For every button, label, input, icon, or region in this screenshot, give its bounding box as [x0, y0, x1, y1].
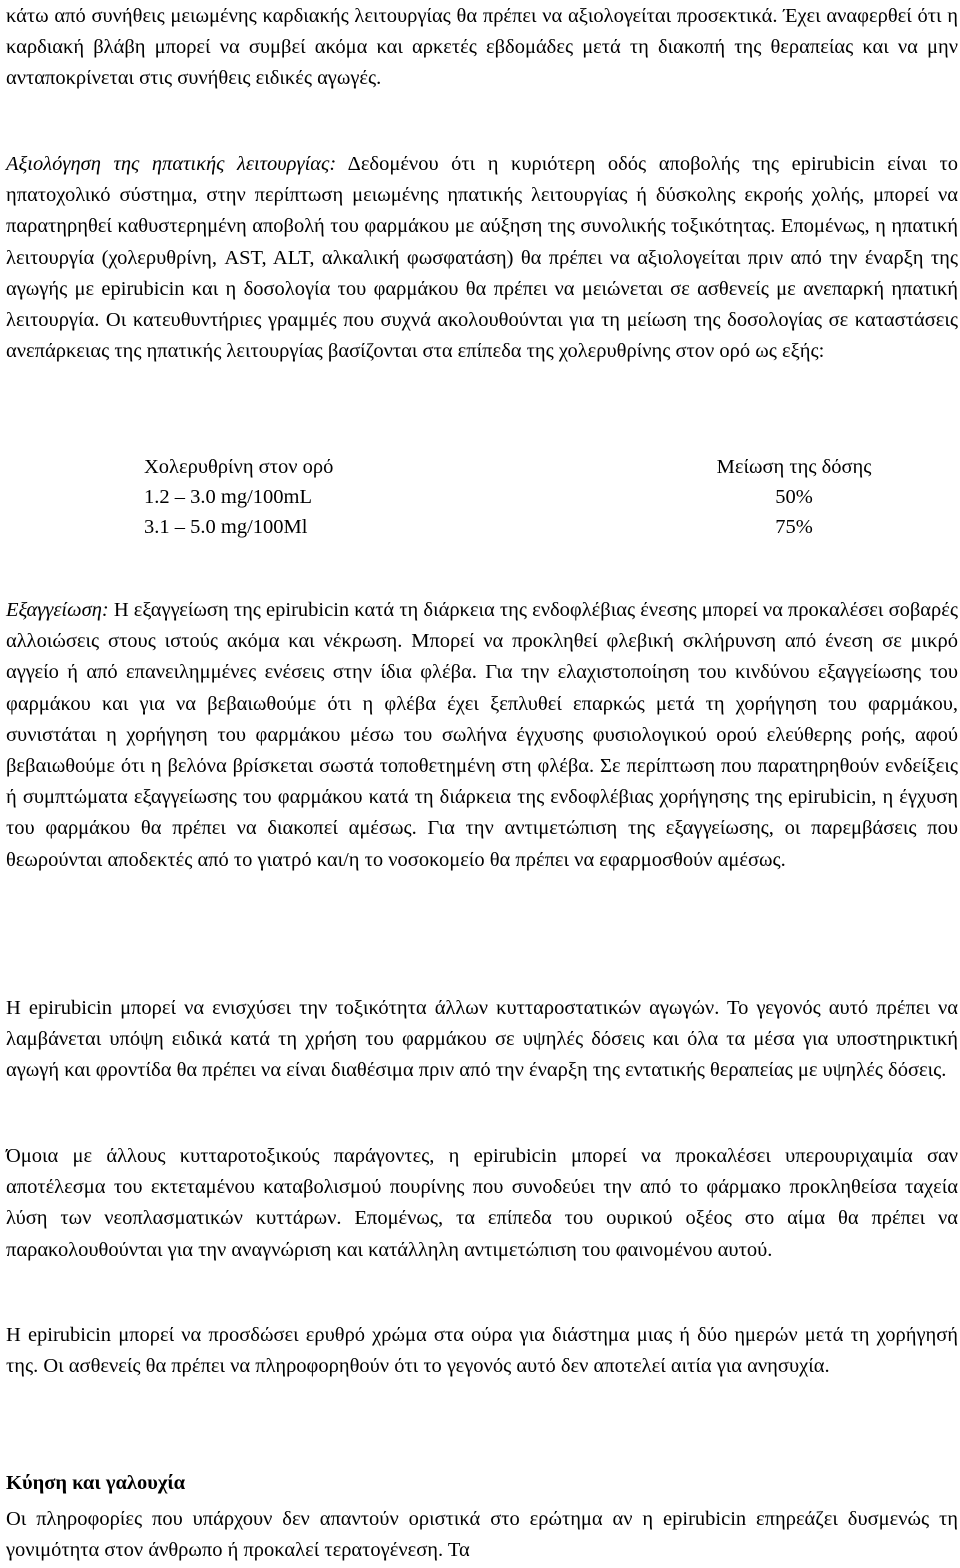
extravasation-text: Η εξαγγείωση της epirubicin κατά τη διάρκεια της ενδοφλέβιας ένεσης μπορεί να προκαλέσει σοβαρές αλλοιώσεις στους ιστούς ακόμα και νέκρωση. Μπορεί να προκληθεί φλεβική σκλήρυνση από ένεση σε μικρό αγγείο ή από επανειλημμένες ενέσεις στην ίδια φλέβα. Για την ελαχιστοποίηση του κινδύνου εξαγγείωσης του φαρμάκου και για να βεβαιωθούμε ότι η φλέβα έχει ξεπλυθεί επαρκώς μετά τη χορήγηση του φαρμάκου, συνιστάται η χορήγηση του φαρμάκου μέσω του σωλήνα έγχυσης φυσιολογικού ορού ελεύθερης ροής, αφού βεβαιωθούμε ότι η βελόνα βρίσκεται σωστά τοποθετημένη στη φλέβα. Σε περίπτωση που παρατηρηθούν ενδείξεις ή συμπτώματα εξαγγείωσης του φαρμάκου κατά τη διάρκεια της ενδοφλέβιας χορήγησης της epirubicin, η έγχυση του φαρμάκου θα πρέπει να διακοπεί αμέσως. Για την αντιμετώπιση της εξαγγείωσης, οι παρεμβάσεις που θεωρούνται αποδεκτές από το γιατρό και/η το νοσοκομείο θα πρέπει να εφαρμοσθούν αμέσως.	[6, 599, 958, 871]
paragraph-toxicity: Η epirubicin μπορεί να ενισχύσει την τοξικότητα άλλων κυτταροστατικών αγωγών. Το γεγονός αυτό πρέπει να λαμβάνεται υπόψη ειδικά κατά τη χρήση του φαρμάκου σε υψηλές δόσεις και όλα τα μέσα για υποστηρικτική αγωγή και φροντίδα θα πρέπει να είναι διαθέσιμα πριν από την έναρξη της εντατικής θεραπείας με υψηλές δόσεις.	[6, 997, 958, 1082]
paragraph-extravasation	[6, 595, 958, 876]
bilirubin-range: 1.2 – 3.0 mg/100mL	[144, 486, 312, 508]
header-dose-reduction: Μείωση της δόσης	[716, 456, 872, 478]
bilirubin-range: 3.1 – 5.0 mg/100Ml	[144, 516, 308, 538]
dose-table-header	[6, 452, 958, 482]
paragraph-cardiac-function: κάτω από συνήθεις μειωμένης καρδιακής λειτουργίας θα πρέπει να αξιολογείται προσεκτικά. Έχει αναφερθεί ότι η καρδιακή βλάβη μπορεί να συμβεί ακόμα και αρκετές εβδομάδες μετά τη διακοπή της θεραπείας και να μην ανταποκρίνεται στις συνήθεις ειδικές αγωγές.	[6, 5, 958, 90]
section-heading-pregnancy: Κύηση και γαλουχία	[6, 1472, 186, 1494]
extravasation-label: Εξαγγείωση:	[6, 599, 109, 621]
dose-table-row	[6, 482, 958, 512]
dose-reduction-value: 75%	[775, 516, 813, 538]
hepatic-function-label: Αξιολόγηση της ηπατικής λειτουργίας:	[6, 153, 337, 175]
dose-table-row	[6, 512, 958, 542]
paragraph-urine-color: Η epirubicin μπορεί να προσδώσει ερυθρό χρώμα στα ούρα για διάστημα μιας ή δύο ημερών μετά τη χορήγησή της. Οι ασθενείς θα πρέπει να πληροφορηθούν ότι το γεγονός αυτό δεν αποτελεί αιτία για ανησυχία.	[6, 1324, 958, 1378]
paragraph-hepatic-function	[6, 149, 958, 367]
paragraph-hyperuricemia: Όμοια με άλλους κυτταροτοξικούς παράγοντες, η epirubicin μπορεί να προκαλέσει υπερουριχαιμία σαν αποτέλεσμα του εκτεταμένου καταβολισμού πουρίνης που συνοδεύει την από το φάρμακο προκληθείσα ταχεία λύση των νεοπλασματικών κυττάρων. Επομένως, τα επίπεδα του ουρικού οξέος στο αίμα θα πρέπει να παρακολουθούνται για την αναγνώριση και κατάλληλη αντιμετώπιση του φαινομένου αυτού.	[6, 1145, 958, 1261]
paragraph-pregnancy: Οι πληροφορίες που υπάρχουν δεν απαντούν οριστικά στο ερώτημα αν η epirubicin επηρεάζει δυσμενώς τη γονιμότητα στον άνθρωπο ή προκαλεί τερατογένεση. Τα	[6, 1508, 958, 1562]
dose-reduction-value: 50%	[775, 486, 813, 508]
header-bilirubin: Χολερυθρίνη στον ορό	[144, 456, 334, 478]
hepatic-function-text: Δεδομένου ότι η κυριότερη οδός αποβολής της epirubicin είναι το ηπατοχολικό σύστημα, στην περίπτωση μειωμένης ηπατικής λειτουργίας ή δύσκολης εκροής χολής, μπορεί να παρατηρηθεί καθυστερημένη αποβολή του φαρμάκου με αύξηση της συνολικής τοξικότητας. Επομένως, η ηπατική λειτουργία (χολερυθρίνη, AST, ALT, αλκαλική φωσφατάση) θα πρέπει να αξιολογείται πριν από την έναρξη της αγωγής με epirubicin και η δοσολογία του φαρμάκου θα πρέπει να μειώνεται σε ασθενείς με ανεπαρκή ηπατική λειτουργία. Οι κατευθυντήριες γραμμές που συχνά ακολουθούνται για τη μείωση της δοσολογίας σε καταστάσεις ανεπάρκειας της ηπατικής λειτουργίας βασίζονται στα επίπεδα της χολερυθρίνης στον ορό ως εξής:	[6, 153, 958, 363]
dose-reduction-table	[6, 452, 958, 542]
